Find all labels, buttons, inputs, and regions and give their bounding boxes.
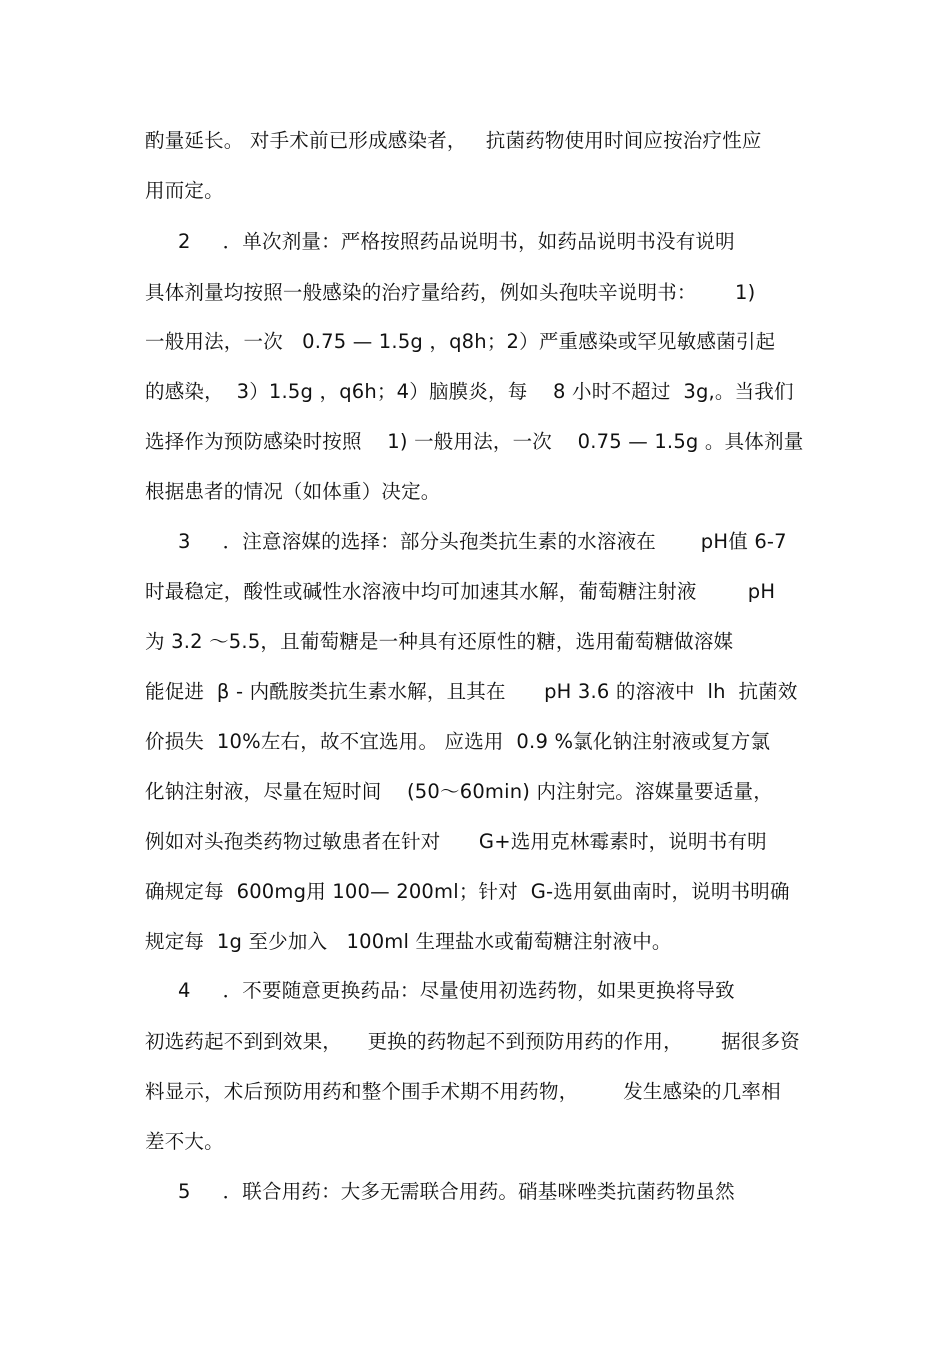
text-line: 用而定。 <box>145 179 224 202</box>
text-line: 规定每 1g 至少加入 100ml 生理盐水或葡萄糖注射液中。 <box>145 930 672 953</box>
text-line: 根据患者的情况（如体重）决定。 <box>145 480 441 503</box>
paragraph-start-line: 2 ．单次剂量：严格按照药品说明书，如药品说明书没有说明 <box>178 230 735 253</box>
text-line: 时最稳定，酸性或碱性水溶液中均可加速其水解，葡萄糖注射液 pH <box>145 580 776 603</box>
text-line: 一般用法，一次 0.75 — 1.5g ，q8h；2）严重感染或罕见敏感菌引起 <box>145 330 776 353</box>
paragraph-start-line: 3 ．注意溶媒的选择：部分头孢类抗生素的水溶液在 pH值 6-7 <box>178 530 787 553</box>
text-line: 差不大。 <box>145 1130 224 1153</box>
text-line: 初选药起不到到效果， 更换的药物起不到预防用药的作用， 据很多资 <box>145 1030 800 1053</box>
text-line: 料显示，术后预防用药和整个围手术期不用药物， 发生感染的几率相 <box>145 1080 781 1103</box>
text-line: 能促进 β - 内酰胺类抗生素水解，且其在 pH 3.6 的溶液中 lh 抗菌效 <box>145 680 798 703</box>
text-line: 为 3.2 ～5.5，且葡萄糖是一种具有还原性的糖，选用葡萄糖做溶媒 <box>145 630 734 653</box>
text-line: 酌量延长。 对手术前已形成感染者， 抗菌药物使用时间应按治疗性应 <box>145 129 762 152</box>
text-line: 具体剂量均按照一般感染的治疗量给药，例如头孢呋辛说明书： 1) <box>145 281 756 304</box>
text-line: 选择作为预防感染时按照 1) 一般用法，一次 0.75 — 1.5g 。具体剂量 <box>145 430 804 453</box>
text-line: 的感染， 3）1.5g ，q6h；4）脑膜炎，每 8 小时不超过 3g,。当我们 <box>145 380 794 403</box>
paragraph-start-line: 4 ．不要随意更换药品：尽量使用初选药物，如果更换将导致 <box>178 979 735 1002</box>
paragraph-start-line: 5 ．联合用药：大多无需联合用药。硝基咪唑类抗菌药物虽然 <box>178 1180 735 1203</box>
text-line: 例如对头孢类药物过敏患者在针对 G+选用克林霉素时，说明书有明 <box>145 830 767 853</box>
text-line: 化钠注射液，尽量在短时间 (50～60min) 内注射完。溶媒量要适量， <box>145 780 773 803</box>
text-line: 确规定每 600mg用 100— 200ml；针对 G-选用氨曲南时，说明书明确 <box>145 880 790 903</box>
text-line: 价损失 10%左右，故不宜选用。 应选用 0.9 %氯化钠注射液或复方氯 <box>145 730 771 753</box>
